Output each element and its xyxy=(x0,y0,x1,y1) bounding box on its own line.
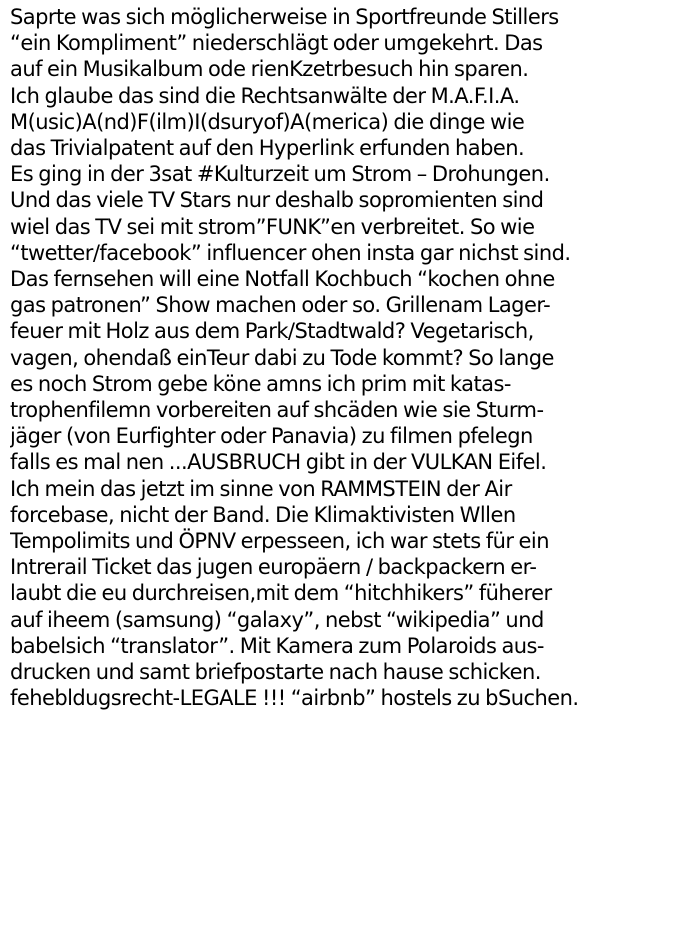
text-line: Tempolimits und ÖPNV erpesseen, ich war stets für ein xyxy=(10,529,549,554)
text-line: drucken und samt briefpostarte nach hause schicken. xyxy=(10,660,541,685)
text-line: das Trivialpatent auf den Hyperlink erfunden haben. xyxy=(10,136,525,161)
text-line: “ein Kompliment” niederschlägt oder umgekehrt. Das xyxy=(10,31,543,56)
text-line: trophenfilemn vorbereiten auf shcäden wie sie Sturm- xyxy=(10,398,544,423)
text-line: fehebldugsrecht-LEGALE !!! “airbnb” hostels zu bSuchen. xyxy=(10,686,579,711)
text-line: gas patronen” Show machen oder so. Grillenam Lager- xyxy=(10,293,551,318)
text-line: wiel das TV sei mit strom”FUNK”en verbreitet. So wie xyxy=(10,214,535,239)
text-line: babelsich “translator”. Mit Kamera zum Polaroids aus- xyxy=(10,633,544,658)
text-line: feuer mit Holz aus dem Park/Stadtwald? Vegetarisch, xyxy=(10,319,534,344)
text-line: Ich glaube das sind die Rechtsanwälte der M.A.F.I.A. xyxy=(10,83,520,108)
text-line: vagen, ohendaß einTeur dabi zu Tode kommt? So lange xyxy=(10,345,554,370)
text-line: es noch Strom gebe köne amns ich prim mit katas- xyxy=(10,371,511,396)
document-page xyxy=(10,4,678,936)
text-line: Und das viele TV Stars nur deshalb sopromienten sind xyxy=(10,188,544,213)
text-line: Das fernsehen will eine Notfall Kochbuch “kochen ohne xyxy=(10,267,555,292)
text-line: M(usic)A(nd)F(ilm)I(dsuryof)A(merica) die dinge wie xyxy=(10,109,525,134)
text-line: laubt die eu durchreisen,mit dem “hitchhikers” füherer xyxy=(10,581,552,606)
text-line: auf iheem (samsung) “galaxy”, nebst “wikipedia” und xyxy=(10,607,544,632)
text-line: Ich mein das jetzt im sinne von RAMMSTEIN der Air xyxy=(10,476,512,501)
text-line: jäger (von Eurfighter oder Panavia) zu filmen pfelegn xyxy=(10,424,533,449)
text-line: auf ein Musikalbum ode rienKzetrbesuch hin sparen. xyxy=(10,57,529,82)
text-line: falls es mal nen ...AUSBRUCH gibt in der VULKAN Eifel. xyxy=(10,450,547,475)
text-line: forcebase, nicht der Band. Die Klimaktivisten Wllen xyxy=(10,502,516,527)
text-line: Saprte was sich möglicherweise in Sportfreunde Stillers xyxy=(10,5,559,29)
text-line: “twetter/facebook” influencer ohen insta gar nichst sind. xyxy=(10,240,571,265)
text-line: Es ging in der 3sat #Kulturzeit um Strom – Drohungen. xyxy=(10,162,550,187)
text-line: Intrerail Ticket das jugen europäern / backpackern er- xyxy=(10,555,537,580)
